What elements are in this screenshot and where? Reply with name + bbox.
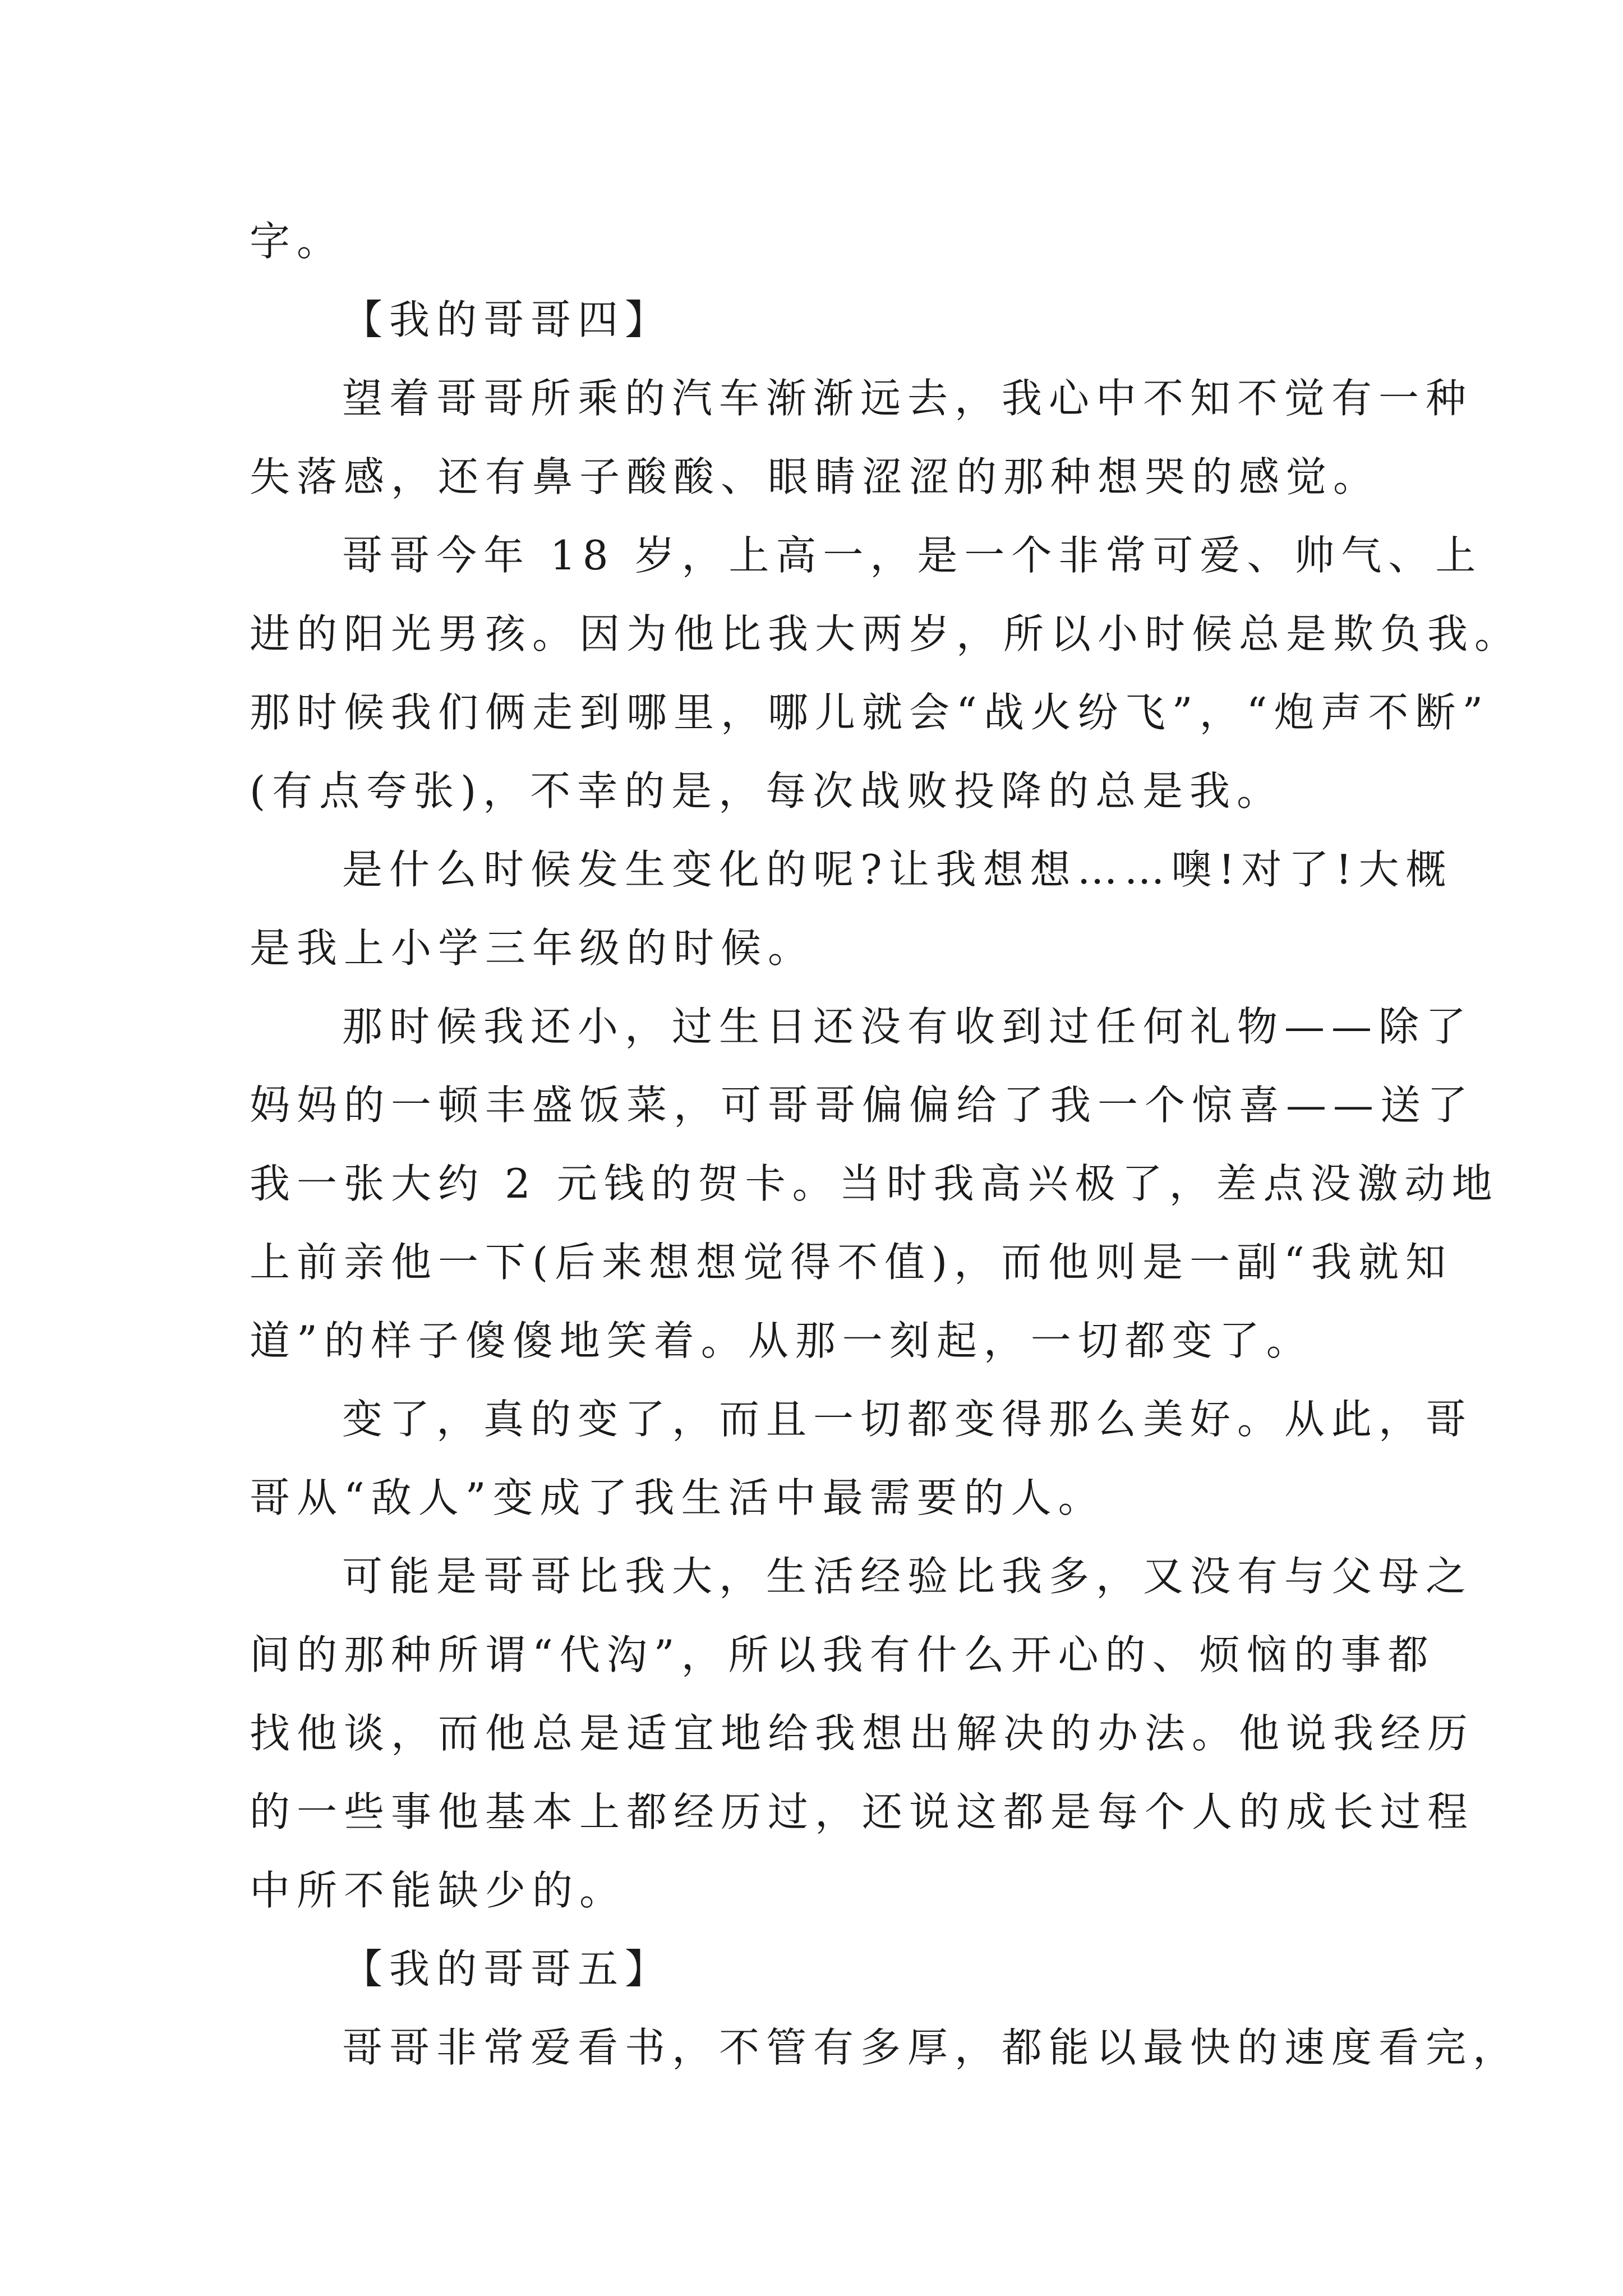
paragraph-line: 道”的样子傻傻地笑着。从那一刻起，一切都变了。 bbox=[250, 1317, 1313, 1364]
paragraph-line: 失落感，还有鼻子酸酸、眼睛涩涩的那种想哭的感觉。 bbox=[250, 453, 1381, 500]
paragraph-line: 是我上小学三年级的时候。 bbox=[250, 924, 815, 972]
paragraph-line: 的一些事他基本上都经历过，还说这都是每个人的成长过程 bbox=[250, 1788, 1475, 1835]
section-heading: 【我的哥哥五】 bbox=[342, 1945, 672, 1993]
paragraph-line: 那时候我们俩走到哪里，哪儿就会“战火纷飞”，“炮声不断” bbox=[250, 689, 1490, 736]
paragraph-line: 我一张大约 2 元钱的贺卡。当时我高兴极了，差点没激动地 bbox=[250, 1160, 1499, 1207]
text-line: 字。 bbox=[250, 218, 344, 265]
paragraph-line: 可能是哥哥比我大，生活经验比我多，又没有与父母之 bbox=[342, 1553, 1473, 1600]
paragraph-line: 间的那种所谓“代沟”，所以我有什么开心的、烦恼的事都 bbox=[250, 1631, 1435, 1678]
paragraph-line: 变了，真的变了，而且一切都变得那么美好。从此，哥 bbox=[342, 1396, 1473, 1443]
paragraph-line: 上前亲他一下(后来想想觉得不值)，而他则是一副“我就知 bbox=[250, 1239, 1453, 1286]
paragraph-line: 哥哥今年 18 岁，上高一，是一个非常可爱、帅气、上 bbox=[342, 532, 1483, 579]
paragraph-line: 望着哥哥所乘的汽车渐渐远去，我心中不知不觉有一种 bbox=[342, 375, 1473, 422]
paragraph-line: 是什么时候发生变化的呢?让我想想……噢!对了!大概 bbox=[342, 846, 1453, 893]
paragraph-line: 妈妈的一顿丰盛饭菜，可哥哥偏偏给了我一个惊喜——送了 bbox=[250, 1082, 1475, 1129]
paragraph-line: 中所不能缺少的。 bbox=[250, 1867, 627, 1914]
paragraph-line: 找他谈，而他总是适宜地给我想出解决的办法。他说我经历 bbox=[250, 1710, 1475, 1757]
paragraph-line: (有点夸张)，不幸的是，每次战败投降的总是我。 bbox=[250, 767, 1284, 815]
paragraph-line: 那时候我还小，过生日还没有收到过任何礼物——除了 bbox=[342, 1003, 1473, 1050]
paragraph-line: 进的阳光男孩。因为他比我大两岁，所以小时候总是欺负我。 bbox=[250, 610, 1522, 657]
section-heading: 【我的哥哥四】 bbox=[342, 296, 672, 343]
paragraph-line: 哥从“敌人”变成了我生活中最需要的人。 bbox=[250, 1474, 1105, 1521]
paragraph-line: 哥哥非常爱看书，不管有多厚，都能以最快的速度看完， bbox=[342, 2024, 1520, 2071]
